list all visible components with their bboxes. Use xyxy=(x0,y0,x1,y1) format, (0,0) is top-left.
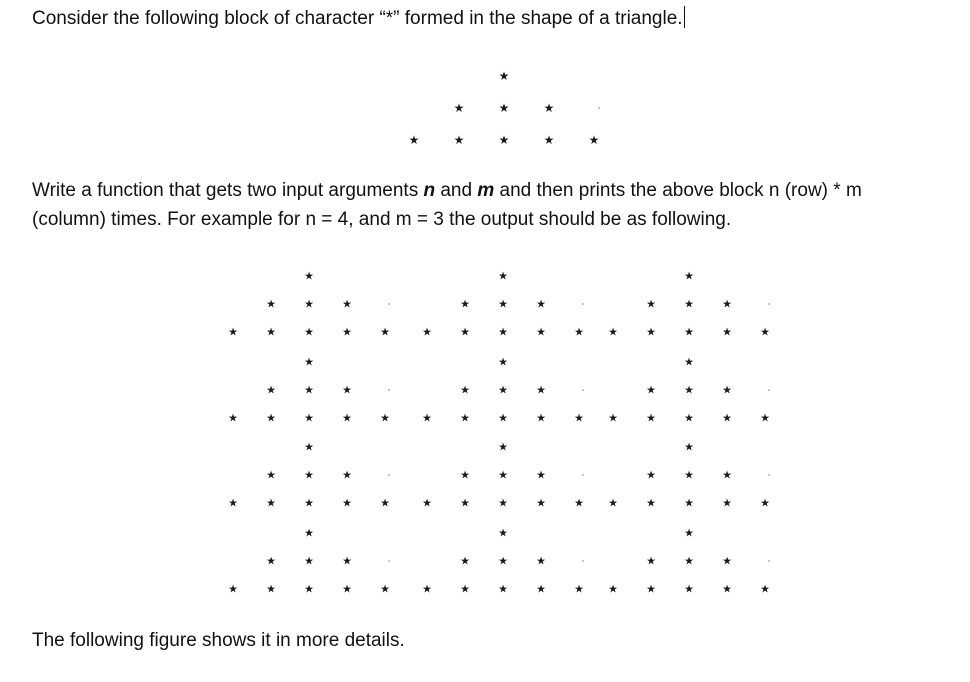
star-mark: ★ xyxy=(342,383,352,397)
star-mark: ★ xyxy=(684,526,694,540)
star-mark: ★ xyxy=(588,133,600,147)
star-mark: ★ xyxy=(380,325,390,339)
star-mark: ★ xyxy=(498,468,508,482)
star-mark: ★ xyxy=(453,133,465,147)
star-mark: ★ xyxy=(453,101,465,115)
star-mark: ★ xyxy=(422,411,432,425)
star-mark: ★ xyxy=(684,269,694,283)
star-mark: ★ xyxy=(498,133,510,147)
star-mark: ★ xyxy=(422,582,432,596)
faint-dot xyxy=(388,474,390,476)
star-mark: ★ xyxy=(460,582,470,596)
star-mark: ★ xyxy=(304,383,314,397)
star-mark: ★ xyxy=(460,554,470,568)
star-mark: ★ xyxy=(574,411,584,425)
star-mark: ★ xyxy=(460,496,470,510)
star-mark: ★ xyxy=(498,440,508,454)
star-mark: ★ xyxy=(760,411,770,425)
star-mark: ★ xyxy=(684,440,694,454)
star-mark: ★ xyxy=(228,325,238,339)
star-mark: ★ xyxy=(760,496,770,510)
star-mark: ★ xyxy=(646,496,656,510)
star-mark: ★ xyxy=(646,325,656,339)
star-mark: ★ xyxy=(304,554,314,568)
star-mark: ★ xyxy=(266,582,276,596)
faint-dot xyxy=(768,389,770,391)
star-mark: ★ xyxy=(760,325,770,339)
star-mark: ★ xyxy=(460,411,470,425)
star-mark: ★ xyxy=(498,383,508,397)
star-mark: ★ xyxy=(342,582,352,596)
star-mark: ★ xyxy=(460,468,470,482)
star-mark: ★ xyxy=(228,496,238,510)
star-mark: ★ xyxy=(722,582,732,596)
star-mark: ★ xyxy=(646,411,656,425)
star-mark: ★ xyxy=(684,554,694,568)
star-mark: ★ xyxy=(608,411,618,425)
outro-paragraph: The following figure shows it in more details. xyxy=(32,630,405,651)
star-mark: ★ xyxy=(266,325,276,339)
star-mark: ★ xyxy=(380,582,390,596)
star-mark: ★ xyxy=(304,440,314,454)
star-mark: ★ xyxy=(722,496,732,510)
faint-dot xyxy=(388,389,390,391)
faint-dot xyxy=(388,303,390,305)
faint-dot xyxy=(768,303,770,305)
star-mark: ★ xyxy=(760,582,770,596)
star-mark: ★ xyxy=(498,411,508,425)
faint-dot xyxy=(388,560,390,562)
star-mark: ★ xyxy=(536,383,546,397)
faint-dot xyxy=(582,389,584,391)
star-mark: ★ xyxy=(460,325,470,339)
star-mark: ★ xyxy=(722,554,732,568)
star-mark: ★ xyxy=(228,582,238,596)
star-mark: ★ xyxy=(380,411,390,425)
star-mark: ★ xyxy=(536,582,546,596)
task-text-c: and then prints the above block n (row) * m xyxy=(494,180,862,201)
star-mark: ★ xyxy=(342,468,352,482)
star-mark: ★ xyxy=(722,297,732,311)
star-mark: ★ xyxy=(536,325,546,339)
star-mark: ★ xyxy=(422,496,432,510)
star-mark: ★ xyxy=(498,355,508,369)
star-mark: ★ xyxy=(498,69,510,83)
star-mark: ★ xyxy=(574,325,584,339)
arg-m: m xyxy=(477,180,495,201)
star-mark: ★ xyxy=(498,101,510,115)
star-mark: ★ xyxy=(266,496,276,510)
star-mark: ★ xyxy=(342,297,352,311)
star-mark: ★ xyxy=(304,526,314,540)
star-mark: ★ xyxy=(304,325,314,339)
star-mark: ★ xyxy=(684,355,694,369)
star-mark: ★ xyxy=(536,297,546,311)
star-mark: ★ xyxy=(646,554,656,568)
star-mark: ★ xyxy=(304,269,314,283)
arg-n: n xyxy=(423,180,436,201)
star-mark: ★ xyxy=(304,297,314,311)
star-mark: ★ xyxy=(304,582,314,596)
star-mark: ★ xyxy=(380,496,390,510)
star-mark: ★ xyxy=(408,133,420,147)
star-mark: ★ xyxy=(684,411,694,425)
star-mark: ★ xyxy=(722,383,732,397)
star-mark: ★ xyxy=(304,411,314,425)
star-mark: ★ xyxy=(422,325,432,339)
star-mark: ★ xyxy=(304,355,314,369)
star-mark: ★ xyxy=(536,496,546,510)
star-mark: ★ xyxy=(266,383,276,397)
star-mark: ★ xyxy=(646,297,656,311)
star-mark: ★ xyxy=(342,411,352,425)
star-mark: ★ xyxy=(460,383,470,397)
star-mark: ★ xyxy=(574,496,584,510)
star-mark: ★ xyxy=(684,496,694,510)
star-mark: ★ xyxy=(722,468,732,482)
task-line-2: (column) times. For example for n = 4, and m = 3 the output should be as following. xyxy=(32,209,732,230)
star-mark: ★ xyxy=(266,468,276,482)
star-mark: ★ xyxy=(304,468,314,482)
star-mark: ★ xyxy=(684,383,694,397)
star-mark: ★ xyxy=(684,297,694,311)
star-mark: ★ xyxy=(342,554,352,568)
star-mark: ★ xyxy=(722,411,732,425)
star-mark: ★ xyxy=(498,297,508,311)
intro-text: Consider the following block of character “*” formed in the shape of a triangle. xyxy=(32,8,683,29)
task-text-a: Write a function that gets two input arguments xyxy=(32,180,424,201)
star-mark: ★ xyxy=(646,383,656,397)
star-mark: ★ xyxy=(498,582,508,596)
faint-dot xyxy=(582,474,584,476)
faint-dot xyxy=(768,560,770,562)
star-mark: ★ xyxy=(498,325,508,339)
star-mark: ★ xyxy=(722,325,732,339)
star-mark: ★ xyxy=(498,269,508,283)
star-mark: ★ xyxy=(304,496,314,510)
star-mark: ★ xyxy=(684,582,694,596)
star-mark: ★ xyxy=(342,325,352,339)
star-mark: ★ xyxy=(608,496,618,510)
star-mark: ★ xyxy=(608,582,618,596)
star-mark: ★ xyxy=(266,411,276,425)
star-mark: ★ xyxy=(574,582,584,596)
star-mark: ★ xyxy=(646,582,656,596)
star-mark: ★ xyxy=(342,496,352,510)
star-mark: ★ xyxy=(543,133,555,147)
star-mark: ★ xyxy=(536,554,546,568)
star-mark: ★ xyxy=(608,325,618,339)
faint-dot xyxy=(582,303,584,305)
faint-dot xyxy=(768,474,770,476)
faint-dot xyxy=(582,560,584,562)
star-mark: ★ xyxy=(228,411,238,425)
star-mark: ★ xyxy=(536,411,546,425)
star-mark: ★ xyxy=(498,496,508,510)
star-mark: ★ xyxy=(266,297,276,311)
star-mark: ★ xyxy=(646,468,656,482)
star-mark: ★ xyxy=(266,554,276,568)
star-mark: ★ xyxy=(684,468,694,482)
star-mark: ★ xyxy=(536,468,546,482)
star-mark: ★ xyxy=(498,526,508,540)
star-mark: ★ xyxy=(460,297,470,311)
task-text-b: and xyxy=(435,180,478,201)
star-mark: ★ xyxy=(684,325,694,339)
star-mark: ★ xyxy=(498,554,508,568)
star-mark: ★ xyxy=(543,101,555,115)
